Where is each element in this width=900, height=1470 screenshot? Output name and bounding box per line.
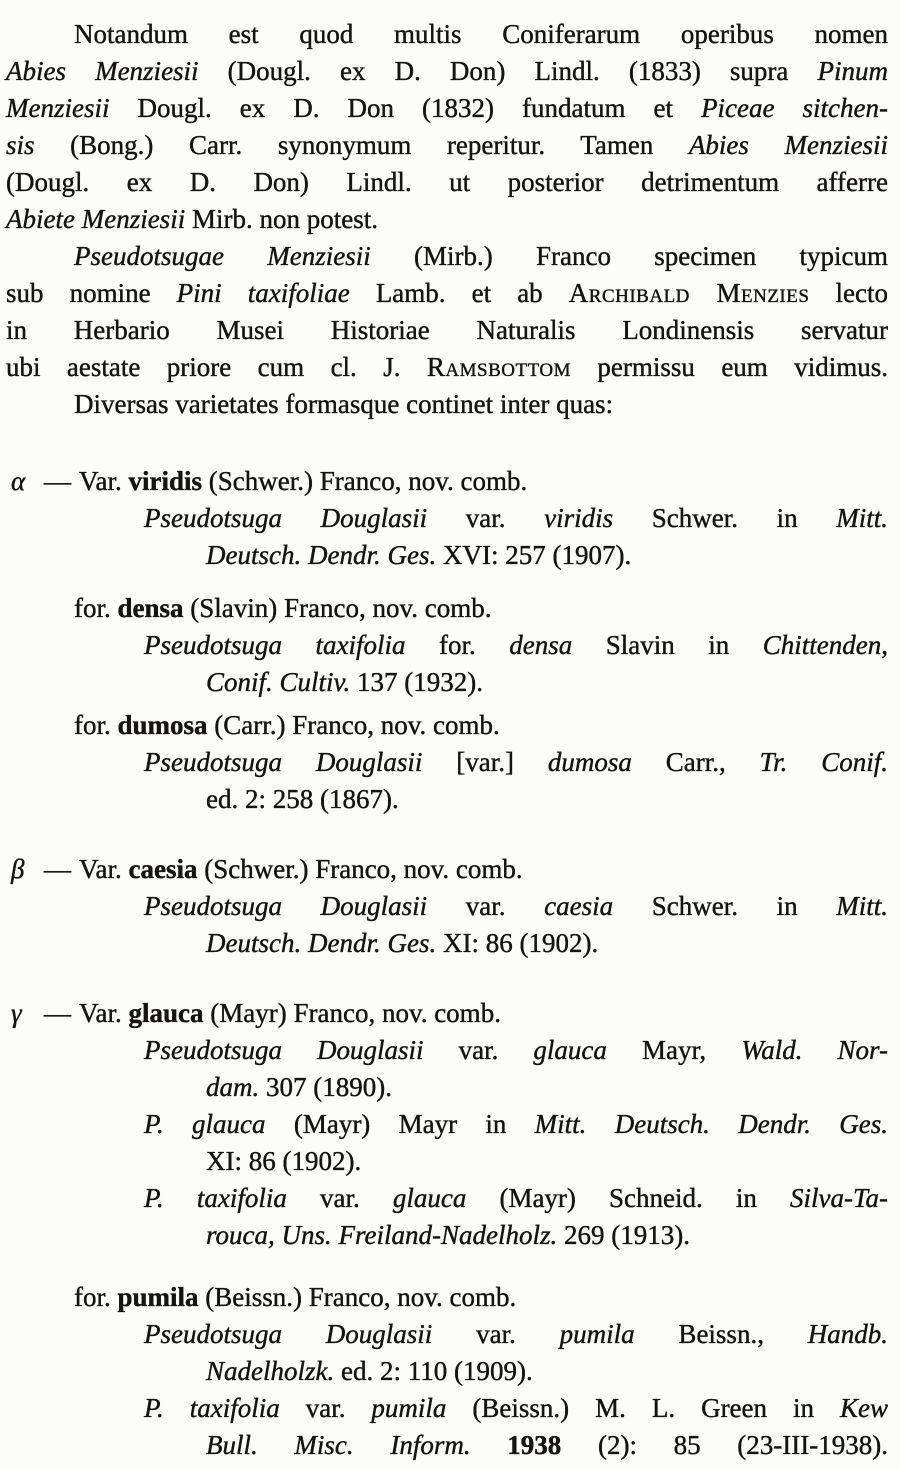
text-segment: Wald. Nor- (741, 1035, 888, 1065)
text-segment: Nadelholzk. (206, 1356, 335, 1386)
text-segment: (2): 85 (23-III-1938). (561, 1430, 888, 1460)
text-segment: Piceae sitchen- (701, 93, 888, 123)
paragraph-line (6, 164, 888, 201)
text-segment: Mirb. non potest. (185, 204, 378, 234)
text-segment: (Schwer.) Franco, nov. comb. (202, 466, 528, 496)
text-segment: Mitt. (836, 503, 888, 533)
text-segment: Abiete Menziesii (6, 204, 186, 234)
citation-continuation (6, 1217, 888, 1254)
text-segment: 137 (1932). (350, 667, 483, 697)
text-segment: XI: 86 (1902). (206, 1146, 362, 1176)
citation-continuation (6, 1353, 888, 1390)
text-segment: [var.] (422, 747, 548, 777)
citation-continuation (6, 1069, 888, 1106)
text-segment: lecto (809, 278, 888, 308)
text-segment: caesia (128, 854, 198, 884)
citation-line (6, 1316, 888, 1353)
text-segment: for. (74, 593, 118, 623)
text-segment: Mitt. (836, 891, 888, 921)
text-segment: densa (509, 630, 573, 660)
text-segment: rouca, Uns. Freiland-Nadelholz. (206, 1220, 558, 1250)
greek-letter: γ (11, 998, 22, 1028)
text-segment: Handb. (807, 1319, 888, 1349)
text-segment: glauca (533, 1035, 607, 1065)
greek-letter-marker (11, 995, 71, 1032)
greek-letter: α (11, 466, 26, 496)
text-segment: densa (117, 593, 184, 623)
text-segment: for. (74, 710, 118, 740)
dash-separator: — (44, 854, 71, 884)
text-segment: (Mayr) Schneid. in (466, 1183, 790, 1213)
text-segment: ed. 2: 258 (1867). (206, 784, 399, 814)
text-segment: Pseudotsuga Douglasii (144, 1319, 433, 1349)
greek-letter: β (11, 854, 25, 884)
text-segment: var. (427, 503, 545, 533)
text-segment: P. taxifolia (144, 1183, 287, 1213)
citation-line (6, 888, 888, 925)
text-segment: (Dougl. ex D. Don) Lindl. (1833) supra (198, 56, 818, 86)
text-segment: Conif. Cultiv. (206, 667, 351, 697)
text-segment: Deutsch. Dendr. Ges. (206, 928, 437, 958)
text-segment: dumosa (117, 710, 208, 740)
text-segment: Var. (79, 998, 129, 1028)
text-segment: Kew (839, 1393, 888, 1423)
text-segment: var. (286, 1183, 393, 1213)
text-segment: Menziesii (6, 93, 110, 123)
text-segment: pumila (371, 1393, 447, 1423)
text-segment: (Mayr) Mayr in (265, 1109, 535, 1139)
text-segment: Pseudotsuga Douglasii (144, 747, 423, 777)
citation-continuation (6, 1427, 888, 1464)
text-segment (471, 1430, 508, 1460)
variety-heading-alpha (6, 463, 888, 500)
text-segment: viridis (544, 503, 614, 533)
citation-continuation (6, 1143, 888, 1180)
text-segment: Pini taxifoliae (176, 278, 350, 308)
dash-separator: — (44, 998, 71, 1028)
text-segment: dumosa (547, 747, 632, 777)
citation-continuation (6, 925, 888, 962)
citation-continuation (6, 781, 888, 818)
text-segment: XVI: 257 (1907). (436, 540, 632, 570)
text-segment: P. glauca (144, 1109, 266, 1139)
text-segment: ed. 2: 110 (1909). (334, 1356, 533, 1386)
text-segment: viridis (128, 466, 203, 496)
text-segment: 1938 (507, 1430, 562, 1460)
text-segment: Lamb. et ab (349, 278, 569, 308)
paragraph-line (6, 201, 888, 238)
text-segment: (Mayr) Franco, nov. comb. (203, 998, 501, 1028)
paragraph-line (6, 275, 888, 312)
text-segment: pumila (117, 1282, 199, 1312)
text-segment: Tr. Conif. (759, 747, 888, 777)
paragraph-line (6, 238, 888, 275)
text-segment: glauca (128, 998, 204, 1028)
text-segment: Schwer. in (613, 503, 837, 533)
text-segment: (Slavin) Franco, nov. comb. (183, 593, 492, 623)
citation-line (6, 1390, 888, 1427)
paragraph-line (6, 53, 888, 90)
text-segment: sub nomine (6, 278, 177, 308)
text-segment: Bull. Misc. Inform. (206, 1430, 471, 1460)
paragraph-line (6, 90, 888, 127)
text-segment: Schwer. in (613, 891, 837, 921)
text-segment: for. (405, 630, 510, 660)
text-segment: dam. (206, 1072, 260, 1102)
text-segment: Pinum (817, 56, 888, 86)
text-segment: Chittenden, (762, 630, 888, 660)
text-segment: Notandum est quod multis Coniferarum operibus nomen (74, 19, 888, 49)
dash-separator: — (44, 466, 71, 496)
text-segment: Abies Menziesii (688, 130, 889, 160)
citation-line (6, 1106, 888, 1143)
forma-heading-dumosa (6, 707, 888, 744)
greek-letter-marker (11, 851, 71, 888)
text-segment: (Carr.) Franco, nov. comb. (207, 710, 500, 740)
text-segment: Pseudotsuga Douglasii (144, 1035, 424, 1065)
text-segment: glauca (392, 1183, 467, 1213)
text-segment: Mayr, (606, 1035, 742, 1065)
variety-heading-gamma (6, 995, 888, 1032)
text-segment: XI: 86 (1902). (436, 928, 599, 958)
text-segment: Dougl. ex D. Don (1832) fundatum et (109, 93, 702, 123)
text-segment: caesia (544, 891, 614, 921)
citation-line (6, 627, 888, 664)
greek-letter-marker (11, 463, 71, 500)
text-segment: Pseudotsuga Douglasii (144, 891, 428, 921)
text-segment: Ramsbottom (426, 352, 571, 382)
text-segment: for. (74, 1282, 118, 1312)
text-segment: var. (427, 891, 545, 921)
text-segment: Carr., (631, 747, 760, 777)
citation-line (6, 744, 888, 781)
text-segment: (Dougl. ex D. Don) Lindl. ut posterior detrimentum afferre (6, 167, 888, 197)
text-segment: var. (432, 1319, 560, 1349)
text-segment: Abies Menziesii (6, 56, 199, 86)
text-segment: 269 (1913). (557, 1220, 690, 1250)
text-segment: Silva-Ta- (789, 1183, 888, 1213)
forma-heading-densa (6, 590, 888, 627)
text-segment: Var. (79, 854, 129, 884)
citation-line (6, 1032, 888, 1069)
text-segment: sis (6, 130, 35, 160)
text-segment: Mitt. Deutsch. Dendr. Ges. (534, 1109, 889, 1139)
citation-line (6, 1180, 888, 1217)
text-segment: ubi aestate priore cum cl. J. (6, 352, 427, 382)
paragraph-line (6, 349, 888, 386)
text-segment: (Beissn.) M. L. Green in (446, 1393, 840, 1423)
text-segment: (Bong.) Carr. synonymum reperitur. Tamen (34, 130, 689, 160)
citation-line (6, 500, 888, 537)
text-segment: (Mirb.) Franco specimen typicum (370, 241, 888, 271)
forma-heading-pumila (6, 1279, 888, 1316)
text-segment: permissu eum vidimus. (570, 352, 888, 382)
paragraph-line (6, 127, 888, 164)
text-segment: var. (423, 1035, 534, 1065)
text-segment: Archibald Menzies (568, 278, 810, 308)
paragraph-line (6, 312, 888, 349)
text-segment: Beissn., (634, 1319, 808, 1349)
paragraph-line (6, 16, 888, 53)
text-segment: Pseudotsugae Menziesii (74, 241, 371, 271)
text-segment: Diversas varietates formasque continet inter quas: (74, 389, 614, 419)
text-segment: 307 (1890). (259, 1072, 392, 1102)
text-segment: pumila (559, 1319, 635, 1349)
text-segment: (Schwer.) Franco, nov. comb. (197, 854, 523, 884)
text-segment: P. taxifolia (144, 1393, 280, 1423)
text-segment: Slavin in (572, 630, 763, 660)
text-segment: (Beissn.) Franco, nov. comb. (198, 1282, 517, 1312)
paragraph-line (6, 386, 888, 423)
citation-continuation (6, 664, 888, 701)
text-segment: Var. (79, 466, 129, 496)
variety-heading-beta (6, 851, 888, 888)
text-segment: Pseudotsuga Douglasii (144, 503, 428, 533)
text-segment: in Herbario Musei Historiae Naturalis Londinensis servatur (6, 315, 888, 345)
text-segment: var. (279, 1393, 372, 1423)
text-segment: Deutsch. Dendr. Ges. (206, 540, 437, 570)
citation-continuation (6, 537, 888, 574)
text-segment: Pseudotsuga taxifolia (144, 630, 406, 660)
